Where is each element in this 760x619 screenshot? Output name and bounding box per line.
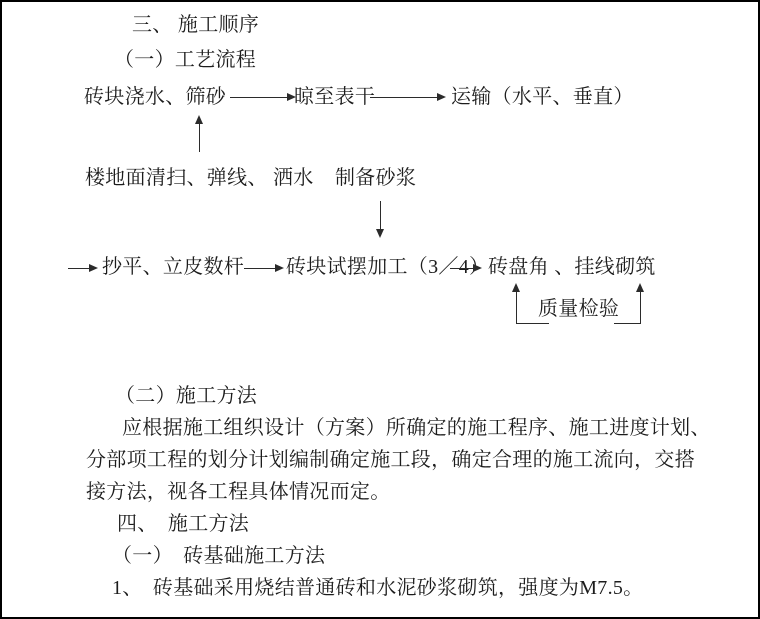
flow-node-floor-cleaning: 楼地面清扫、弹线、 洒水 bbox=[85, 167, 314, 189]
paragraph-line: 接方法，视各工程具体情况而定。 bbox=[86, 481, 391, 503]
heading-process-flow: （一）工艺流程 bbox=[114, 49, 257, 71]
arrow-right-icon bbox=[230, 97, 287, 98]
flow-node-leveling-pole: 抄平、立皮数杆 bbox=[102, 256, 245, 278]
arrow-right-icon bbox=[68, 268, 89, 269]
flow-node-transport: 运输（水平、垂直） bbox=[451, 86, 634, 108]
connector-line bbox=[614, 323, 641, 324]
arrow-right-icon bbox=[450, 268, 473, 269]
arrow-up-icon bbox=[199, 124, 200, 152]
flow-node-brick-watering: 砖块浇水、筛砂 bbox=[84, 86, 227, 108]
arrow-right-icon bbox=[244, 268, 275, 269]
paragraph-line: 分部项工程的划分计划编制确定施工段，确定合理的施工流向，交搭 bbox=[86, 449, 695, 471]
flow-node-corner-line-laying: 砖盘角 、挂线砌筑 bbox=[488, 256, 656, 278]
flow-node-mortar-preparation: 制备砂浆 bbox=[335, 167, 417, 189]
arrow-up-icon bbox=[516, 292, 517, 324]
arrow-up-icon bbox=[640, 292, 641, 324]
heading-construction-method: （二）施工方法 bbox=[115, 385, 258, 407]
list-item-1: 1、 砖基础采用烧结普通砖和水泥砂浆砌筑，强度为M7.5。 bbox=[112, 577, 644, 599]
quality-check-label: 质量检验 bbox=[538, 298, 620, 320]
heading-section-4: 四、 施工方法 bbox=[117, 513, 250, 535]
flow-node-trial-brick-laying: 砖块试摆加工（3／4） bbox=[286, 256, 490, 278]
paragraph-line: 应根据施工组织设计（方案）所确定的施工程序、施工进度计划、 bbox=[122, 417, 711, 439]
arrow-down-icon bbox=[380, 201, 381, 229]
heading-section-3: 三、 施工顺序 bbox=[132, 14, 260, 36]
flow-node-surface-dry: 晾至表干 bbox=[294, 86, 376, 108]
heading-brick-foundation-method: （一） 砖基础施工方法 bbox=[112, 545, 326, 567]
arrow-right-icon bbox=[370, 97, 437, 98]
connector-line bbox=[517, 323, 549, 324]
